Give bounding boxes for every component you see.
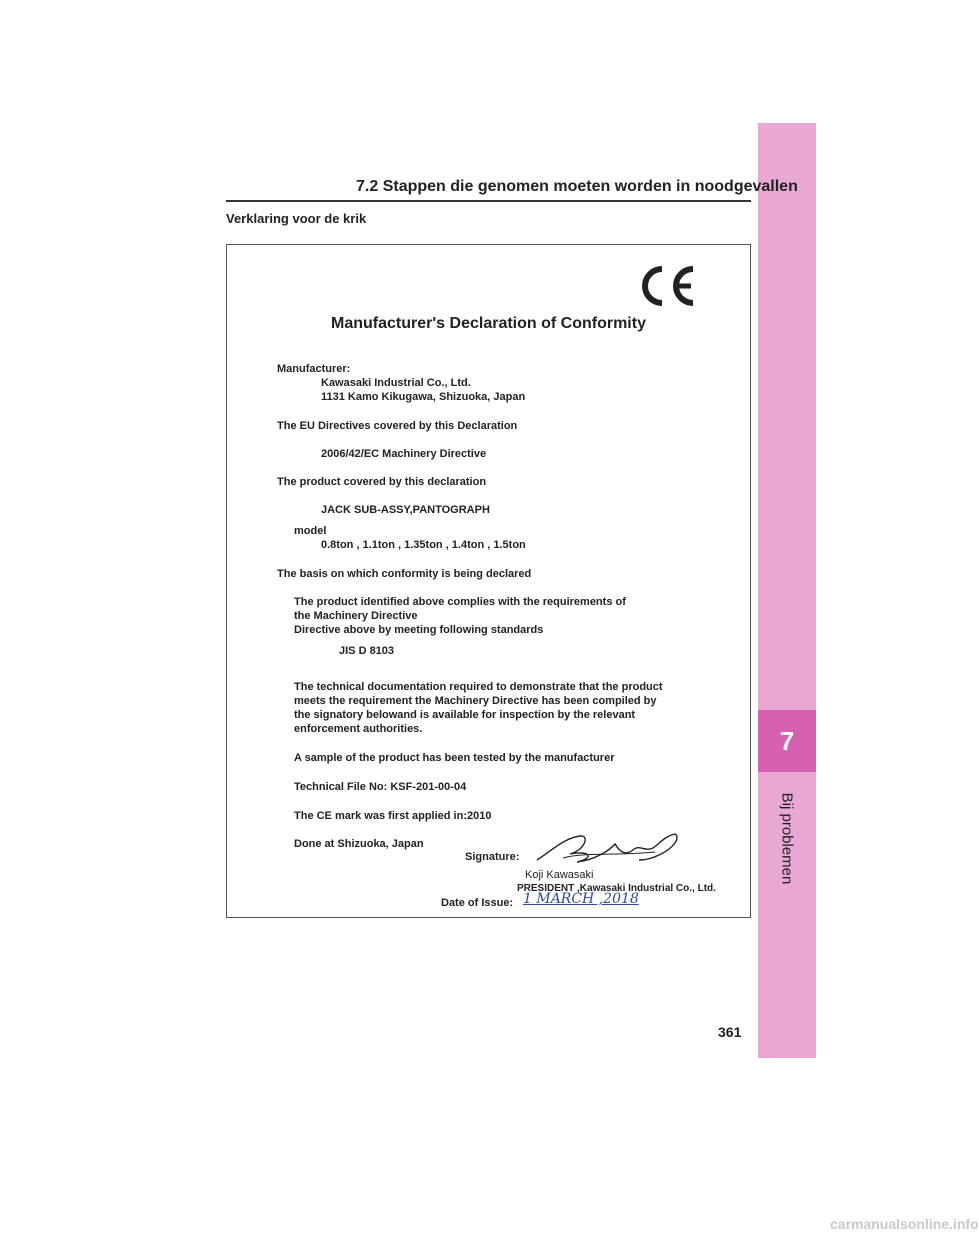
page-number: 361 [718,1024,742,1040]
done-at: Done at Shizuoka, Japan [294,838,424,850]
ce-mark-icon [635,263,699,309]
tech-doc-line: enforcement authorities. [294,723,423,735]
chapter-title-container [758,778,816,898]
technical-file-number: Technical File No: KSF-201-00-04 [294,781,467,793]
issue-date-label: Date of Issue: [441,897,514,909]
chapter-number-box [758,710,816,772]
manufacturer-label: Manufacturer: [277,363,351,375]
ce-first-applied: The CE mark was first applied in:2010 [294,810,492,822]
sample-statement: A sample of the product has been tested by the manufacturer [294,752,615,764]
chapter-title: Bij problemen [778,792,796,884]
signatory-name: Koji Kawasaki [525,869,594,881]
basis-line: Directive above by meeting following standards [294,624,544,636]
header-divider [226,200,751,202]
product-name: JACK SUB-ASSY,PANTOGRAPH [321,504,490,516]
watermark: carmanualsonline.info [830,1216,979,1232]
basis-line: the Machinery Directive [294,610,418,622]
tech-doc-line: the signatory belowand is available for inspection by the relevant [294,709,636,721]
basis-line: The product identified above complies with the requirements of [294,596,626,608]
product-label: The product covered by this declaration [277,476,487,488]
standard: JIS D 8103 [339,645,395,657]
directive: 2006/42/EC Machinery Directive [321,448,487,460]
signature-label: Signature: [465,851,520,863]
model-list: 0.8ton , 1.1ton , 1.35ton , 1.4ton , 1.5ton [321,539,526,551]
tech-doc-line: meets the requirement the Machinery Directive has been compiled by [294,695,657,707]
manufacturer-address: 1131 Kamo Kikugawa, Shizuoka, Japan [321,391,526,403]
directives-label: The EU Directives covered by this Declaration [277,420,518,432]
chapter-number: 7 [779,725,795,756]
issue-date: 1 MARCH ,2018 [523,891,639,907]
declaration-document [226,244,751,918]
tech-doc-line: The technical documentation required to demonstrate that the product [294,681,663,693]
manufacturer-name: Kawasaki Industrial Co., Ltd. [321,377,471,389]
declaration-title: Manufacturer's Declaration of Conformity [331,315,646,332]
basis-label: The basis on which conformity is being declared [277,568,532,580]
handwritten-signature [535,830,685,870]
model-label: model [294,525,327,537]
signatory-title: PRESIDENT ,Kawasaki Industrial Co., Ltd. [517,883,716,894]
section-header: 7.2 Stappen die genomen moeten worden in noodgevallen [356,178,798,195]
page-subheading: Verklaring voor de krik [226,211,367,226]
chapter-side-tab [758,123,816,1058]
